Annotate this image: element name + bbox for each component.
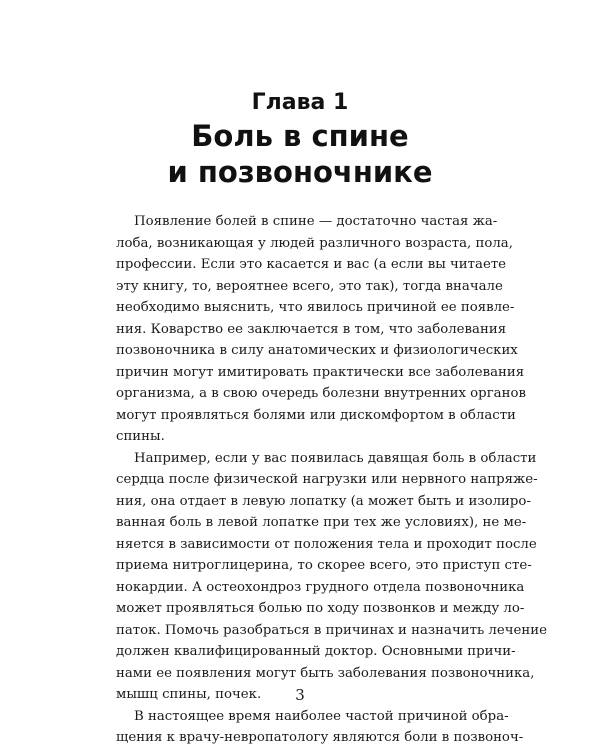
- text-line: позвоночника в силу анатомических и физиологических: [116, 343, 518, 358]
- text-line: приема нитроглицерина, то скорее всего, это приступ сте-: [116, 558, 532, 573]
- text-line: ния, она отдает в левую лопатку (а может быть и изолиро-: [116, 493, 531, 509]
- text-line: профессии. Если это касается и вас (а если вы читаете: [116, 257, 507, 272]
- text-line: может проявляться болью по ходу позвонков и между ло-: [116, 601, 525, 616]
- text-line: няется в зависимости от положения тела и проходит после: [116, 536, 537, 552]
- text-line: В настоящее время наиболее частой причиной обра-: [134, 708, 509, 724]
- text-line: организма, а в свою очередь болезни внутренних органов: [116, 386, 526, 401]
- text-line: сердца после физической нагрузки или нервного напряже-: [116, 472, 538, 487]
- text-line: необходимо выяснить, что явилось причиной ее появле-: [116, 300, 515, 315]
- chapter-title-line-2: и позвоночнике: [167, 155, 433, 189]
- text-line: эту книгу, то, вероятнее всего, это так), тогда вначале: [116, 278, 503, 294]
- text-line: Появление болей в спине — достаточно частая жа-: [134, 214, 498, 229]
- chapter-title-line-1: Боль в спине: [191, 119, 409, 153]
- chapter-title: [0, 118, 600, 190]
- text-line: лоба, возникающая у людей различного возраста, пола,: [116, 235, 513, 251]
- text-line: мышц спины, почек.: [116, 687, 262, 702]
- body-text: [116, 211, 548, 749]
- text-line: нами ее появления могут быть заболевания позвоночника,: [116, 665, 535, 681]
- text-line: спины.: [116, 429, 165, 444]
- text-line: могут проявляться болями или дискомфортом в области: [116, 407, 516, 423]
- text-line: щения к врачу-невропатологу являются боли в позвоноч-: [116, 730, 524, 745]
- text-line: Например, если у вас появилась давящая боль в области: [134, 450, 537, 466]
- text-line: нокардии. А остеохондроз грудного отдела позвоночника: [116, 579, 525, 595]
- text-line: должен квалифицированный доктор. Основными причи-: [116, 644, 516, 659]
- text-line: причин могут имитировать практически все заболевания: [116, 364, 525, 380]
- text-line: паток. Помочь разобраться в причинах и назначить лечение: [116, 622, 548, 638]
- chapter-number: Глава 1: [251, 90, 349, 115]
- page-number: 3: [295, 686, 305, 704]
- text-line: ния. Коварство ее заключается в том, что заболевания: [116, 321, 507, 337]
- text-line: ванная боль в левой лопатке при тех же условиях), не ме-: [116, 515, 527, 530]
